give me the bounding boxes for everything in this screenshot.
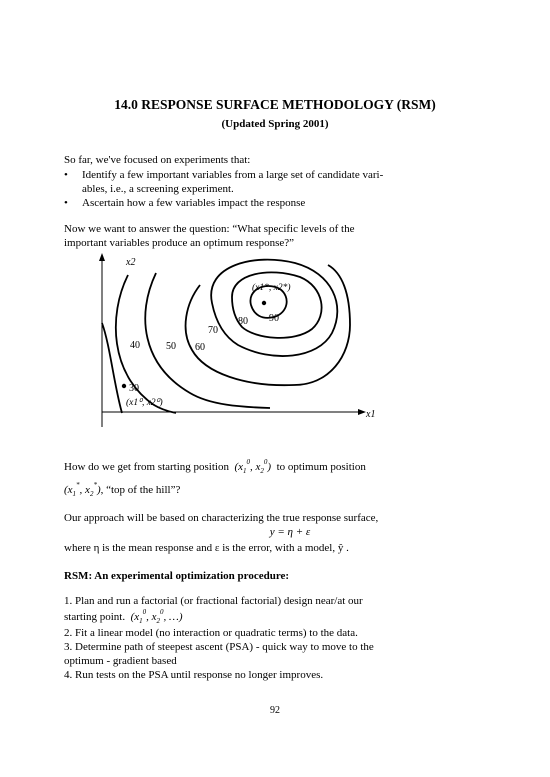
- page-subtitle: (Updated Spring 2001): [221, 118, 329, 130]
- y-axis-arrow: [99, 253, 105, 261]
- rsm-heading: RSM: An experimental optimization procedure:: [64, 570, 290, 582]
- question-line-1: Now we want to answer the question: “What specific levels of the: [64, 223, 355, 235]
- where-text: where η is the mean response and ε is the error, with a model, ŷ .: [64, 542, 349, 554]
- x-axis-arrow: [358, 409, 366, 415]
- contour-label-90: 90: [269, 313, 279, 324]
- bullet-item-1: [64, 168, 394, 196]
- how-line-2: [64, 483, 180, 501]
- bullet-list: [64, 168, 394, 210]
- contour-label-50: 50: [166, 341, 176, 352]
- step-1: 1. Plan and run a factorial (or fractional factorial) design near/at our: [64, 595, 363, 607]
- y-axis-label: x2: [126, 257, 136, 268]
- contour-plot: [80, 245, 380, 440]
- step-2: 2. Fit a linear model (no interaction or quadratic terms) to the data.: [64, 627, 358, 639]
- bullet-mark: •: [64, 169, 68, 181]
- contour-label-60: 60: [195, 342, 205, 353]
- step-3: 3. Determine path of steepest ascent (PSA) - quick way to move to the: [64, 641, 374, 653]
- optimum-label: (x1*, x2*): [252, 283, 291, 293]
- bullet-mark: •: [64, 197, 68, 209]
- step-1-text-cont: starting point.: [64, 611, 126, 623]
- contour-label-80: 80: [238, 316, 248, 327]
- x-axis-label: x1: [366, 409, 376, 420]
- bullet-text: Identify a few important variables from a large set of candidate vari-: [82, 169, 384, 181]
- contour-label-30: 30: [129, 383, 139, 394]
- bullet-text-cont: ables, i.e., a screening experiment.: [82, 183, 234, 195]
- optimum-position-expr: ($x_1^*$, $x_2^*$): [64, 481, 101, 499]
- approach-text: Our approach will be based on characterizing the true response surface,: [64, 512, 379, 524]
- how-text-a: How do we get from starting position: [64, 461, 229, 473]
- how-line-1: [64, 460, 366, 478]
- contour-70: [211, 260, 337, 356]
- how-text-b: to optimum position: [276, 461, 366, 473]
- bullet-item-2: [64, 196, 394, 210]
- how-text-c: , “top of the hill”?: [100, 484, 181, 496]
- start-point: [122, 384, 126, 388]
- step-4: 4. Run tests on the PSA until response no longer improves.: [64, 669, 324, 681]
- start-position-expr: ($x_1^0$, $x_2^0$): [231, 458, 274, 476]
- bullet-text: Ascertain how a few variables impact the response: [82, 197, 306, 209]
- step-3-cont: optimum - gradient based: [64, 655, 177, 667]
- optimum-point: [262, 301, 266, 305]
- contour-50: [145, 273, 270, 408]
- model-equation: y = η + ε: [269, 526, 311, 538]
- contour-label-40: 40: [130, 340, 140, 351]
- start-label: (x1⁰, x2⁰): [126, 398, 163, 408]
- page-title: 14.0 RESPONSE SURFACE METHODOLOGY (RSM): [114, 97, 436, 112]
- intro-text: So far, we've focused on experiments that:: [64, 154, 251, 166]
- page-number: 92: [270, 705, 280, 716]
- question-line-2: important variables produce an optimum response?”: [64, 237, 295, 249]
- contour-30: [102, 323, 122, 413]
- contour-label-70: 70: [208, 325, 218, 336]
- starting-point-expr: ($x_1^0$, $x_2^0$, …): [127, 608, 183, 626]
